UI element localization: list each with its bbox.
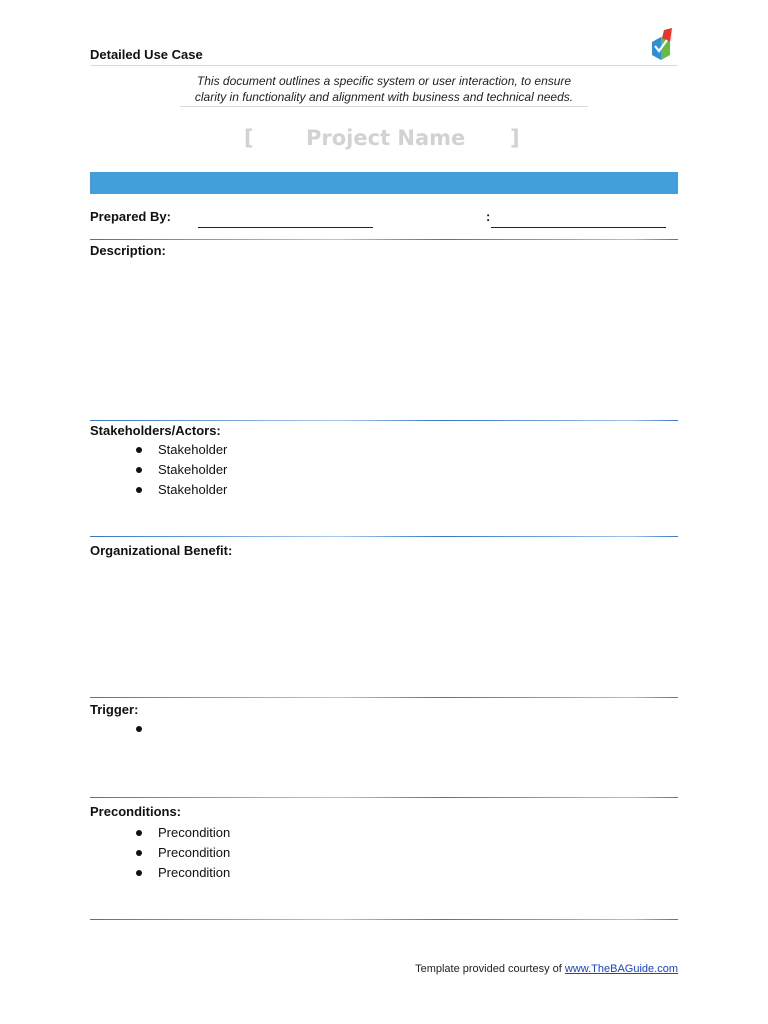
list-item [136,823,230,843]
section-divider [90,239,678,240]
bullet-icon [136,447,142,453]
bullet-icon [136,467,142,473]
project-bracket-right: ] [510,126,520,150]
description-label: Description: [90,243,166,258]
document-title: Detailed Use Case [90,47,203,62]
precondition-text: Precondition [158,825,231,840]
stakeholder-text: Stakeholder [158,442,228,457]
stakeholder-text: Stakeholder [158,462,228,477]
prepared-by-label: Prepared By: [90,209,171,224]
intro-line-2: clarity in functionality and alignment with business and technical needs. [194,90,574,104]
bullet-icon [136,726,142,732]
logo-icon [648,26,674,62]
stakeholder-text: Stakeholder [158,482,228,497]
bullet-icon [136,487,142,493]
prepared-by-field[interactable] [198,227,373,228]
stakeholders-label: Stakeholders/Actors: [90,423,221,438]
org-benefit-label: Organizational Benefit: [90,543,233,558]
footer-text: Template provided courtesy of [415,963,565,975]
trigger-label: Trigger: [90,702,139,717]
trigger-list [136,719,158,739]
accent-bar [90,172,678,194]
footer [300,963,678,975]
list-item [136,460,227,480]
preconditions-label: Preconditions: [90,804,182,819]
precondition-text: Precondition [158,845,231,860]
intro-text [180,73,588,105]
list-item [136,863,230,883]
bullet-icon [136,870,142,876]
stakeholders-list [136,440,227,500]
precondition-text: Precondition [158,865,231,880]
header-divider [90,65,678,66]
list-item [136,843,230,863]
intro-line-1: This document outlines a specific system or user interaction, to ensure [196,74,572,88]
bullet-icon [136,830,142,836]
list-item [136,719,158,739]
preconditions-list [136,823,230,883]
section-divider [90,797,678,798]
date-field[interactable] [491,227,666,228]
list-item [136,480,227,500]
section-divider [90,919,678,920]
project-name: Project Name [306,126,466,150]
bullet-icon [136,850,142,856]
project-bracket-left: [ [244,126,254,150]
footer-link[interactable]: www.TheBAGuide.com [564,963,678,975]
list-item [136,440,227,460]
date-colon: : [486,209,491,224]
section-divider [90,420,678,421]
section-divider [90,536,678,537]
intro-divider [180,106,588,107]
section-divider [90,697,678,698]
